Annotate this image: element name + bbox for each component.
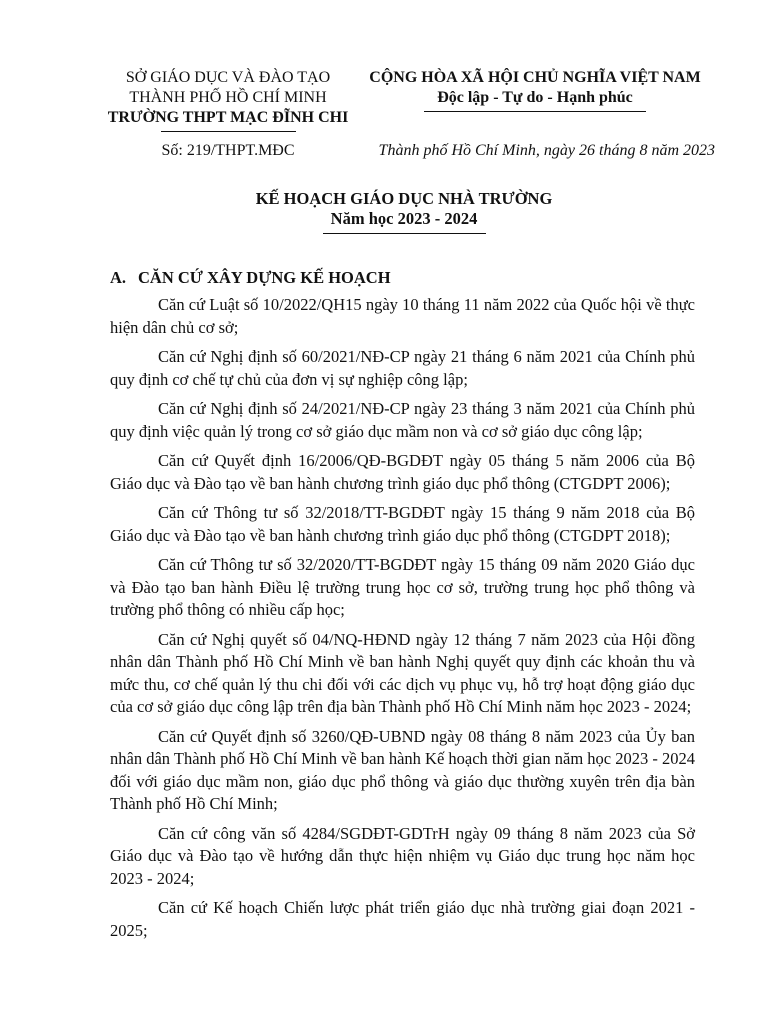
legal-basis-list xyxy=(110,294,695,949)
agency-underline xyxy=(161,131,296,132)
country-name: CỘNG HÒA XÃ HỘI CHỦ NGHĨA VIỆT NAM xyxy=(369,69,701,86)
section-letter: A. xyxy=(110,268,127,287)
legal-basis-paragraph: Căn cứ Quyết định số 3260/QĐ-UBND ngày 08 tháng 8 năm 2023 của Ủy ban nhân dân Thành phố Hồ Chí Minh về ban hành Kế hoạch thời gian năm học 2023 - 2024 đối với giáo dục mầm non, giáo dục phổ thông và giáo dục thường xuyên trên địa bàn Thành phố Hồ Chí Minh; xyxy=(110,726,695,813)
school-year: Năm học 2023 - 2024 xyxy=(330,209,478,228)
section-a-heading xyxy=(110,268,391,288)
legal-basis-paragraph: Căn cứ công văn số 4284/SGDĐT-GDTrH ngày 09 tháng 8 năm 2023 của Sở Giáo dục và Đào tạo về hướng dẫn thực hiện nhiệm vụ Giáo dục trung học năm học 2023 - 2024; xyxy=(110,823,695,888)
legal-basis-paragraph: Căn cứ Thông tư số 32/2018/TT-BGDĐT ngày 15 tháng 9 năm 2018 của Bộ Giáo dục và Đào tạo về ban hành chương trình giáo dục phổ thông (CTGDPT 2018); xyxy=(110,503,695,545)
legal-basis-paragraph: Căn cứ Nghị định số 24/2021/NĐ-CP ngày 23 tháng 3 năm 2021 của Chính phủ quy định việc quản lý trong cơ sở giáo dục mầm non và cơ sở giáo dục công lập; xyxy=(110,399,695,441)
document-title-block xyxy=(0,189,768,234)
agency-line-2: THÀNH PHỐ HỒ CHÍ MINH xyxy=(129,89,327,106)
national-motto-block xyxy=(355,68,715,112)
section-title: CĂN CỨ XÂY DỰNG KẾ HOẠCH xyxy=(138,268,391,287)
motto-underline xyxy=(424,111,646,112)
title-underline xyxy=(323,233,486,234)
agency-line-1: SỞ GIÁO DỤC VÀ ĐÀO TẠO xyxy=(125,69,331,86)
legal-basis-paragraph: Căn cứ Nghị định số 60/2021/NĐ-CP ngày 21 tháng 6 năm 2021 của Chính phủ quy định cơ chế tự chủ của đơn vị sự nghiệp công lập; xyxy=(110,347,695,389)
national-motto: Độc lập - Tự do - Hạnh phúc xyxy=(437,89,633,106)
legal-basis-paragraph: Căn cứ Quyết định 16/2006/QĐ-BGDĐT ngày 05 tháng 5 năm 2006 của Bộ Giáo dục và Đào tạo về ban hành chương trình giáo dục phổ thông (CTGDPT 2006); xyxy=(110,451,695,493)
legal-basis-paragraph: Căn cứ Luật số 10/2022/QH15 ngày 10 tháng 11 năm 2022 của Quốc hội về thực hiện dân chủ cơ sở; xyxy=(110,295,695,337)
legal-basis-paragraph: Căn cứ Thông tư số 32/2020/TT-BGDĐT ngày 15 tháng 09 năm 2020 Giáo dục và Đào tạo ban hành Điều lệ trường trung học cơ sở, trường trung học phổ thông và trường phổ thông có nhiều cấp học; xyxy=(110,555,695,619)
document-title: KẾ HOẠCH GIÁO DỤC NHÀ TRƯỜNG xyxy=(255,189,553,208)
school-name: TRƯỜNG THPT MẠC ĐĨNH CHI xyxy=(107,109,349,126)
issuing-agency-block xyxy=(88,68,368,132)
legal-basis-paragraph: Căn cứ Nghị quyết số 04/NQ-HĐND ngày 12 tháng 7 năm 2023 của Hội đồng nhân dân Thành phố Hồ Chí Minh về ban hành Nghị quyết quy định các khoản thu và mức thu, cơ chế quản lý thu chi đối với các dịch vụ phục vụ, hỗ trợ hoạt động giáo dục của cơ sở giáo dục công lập trên địa bàn Thành phố Hồ Chí Minh năm học 2023 - 2024; xyxy=(110,629,695,716)
legal-basis-paragraph: Căn cứ Kế hoạch Chiến lược phát triển giáo dục nhà trường giai đoạn 2021 - 2025; xyxy=(110,898,695,940)
document-number: Số: 219/THPT.MĐC xyxy=(161,142,295,159)
place-and-date: Thành phố Hồ Chí Minh, ngày 26 tháng 8 năm 2023 xyxy=(378,142,715,159)
